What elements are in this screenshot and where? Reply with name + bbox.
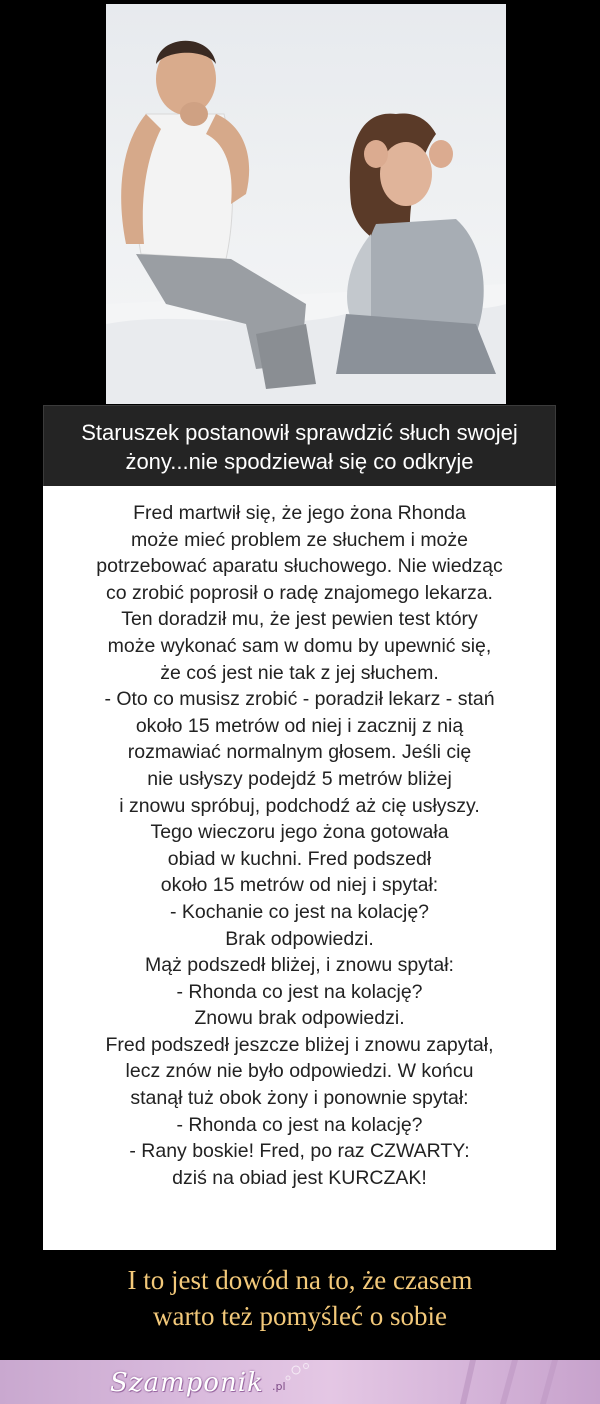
title-banner [43,405,556,486]
couple-illustration [106,4,506,404]
story-line: Ten doradził mu, że jest pewien test który [121,608,478,631]
caption-line: warto też pomyśleć o sobie [153,1301,447,1331]
story-line: że coś jest nie tak z jej słuchem. [160,661,439,684]
story-line: może mieć problem ze słuchem i może [130,528,469,551]
title-line: Staruszek postanowił sprawdzić słuch swojej [81,420,518,445]
story-line: stanął tuż obok żony i ponownie spytał: [130,1087,469,1110]
story-line: co zrobić poprosił o radę znajomego lekarza. [106,581,493,604]
footer-decoration [0,1360,600,1404]
story-line: - Rany boskie! Fred, po raz CZWARTY: [129,1140,470,1163]
story-line: rozmawiać normalnym głosem. Jeśli cię [127,741,472,764]
caption-line: I to jest dowód na to, że czasem [127,1265,473,1295]
couple-photo [106,4,506,404]
site-logo[interactable]: Szamponik [110,1368,264,1398]
story-line: potrzebować aparatu słuchowego. Nie wiedząc [96,555,503,578]
caption [0,1262,600,1334]
story-line: około 15 metrów od niej i spytał: [160,874,439,897]
story-line: nie usłyszy podejdź 5 metrów bliżej [147,767,452,790]
story-line: Fred podszedł jeszcze bliżej i znowu zapytał, [105,1033,494,1056]
story-line: Tego wieczoru jego żona gotowała [150,821,449,844]
story-line: lecz znów nie było odpowiedzi. W końcu [125,1060,474,1083]
story-text [43,486,556,1250]
footer-band [0,1360,600,1404]
story-line: dziś na obiad jest KURCZAK! [172,1166,427,1189]
story-line: - Rhonda co jest na kolację? [176,980,423,1003]
title-line: żony...nie spodziewał się co odkryje [125,449,474,474]
story-line: Fred martwił się, że jego żona Rhonda [133,502,466,524]
story-line: i znowu spróbuj, podchodź aż cię usłyszy. [119,794,480,817]
story-line: obiad w kuchni. Fred podszedł [167,847,432,870]
story-line: może wykonać sam w domu by upewnić się, [107,634,492,657]
site-logo-suffix: .pl [272,1380,286,1393]
story-line: Mąż podszedł bliżej, i znowu spytał: [145,954,454,977]
story-line: Brak odpowiedzi. [225,927,374,950]
story-line: - Oto co musisz zrobić - poradził lekarz - stań [104,688,495,711]
story-line: - Kochanie co jest na kolację? [169,900,430,923]
story-line: około 15 metrów od niej i zacznij z nią [135,714,464,737]
story-line: Znowu brak odpowiedzi. [194,1007,405,1030]
story-line: - Rhonda co jest na kolację? [176,1113,423,1136]
